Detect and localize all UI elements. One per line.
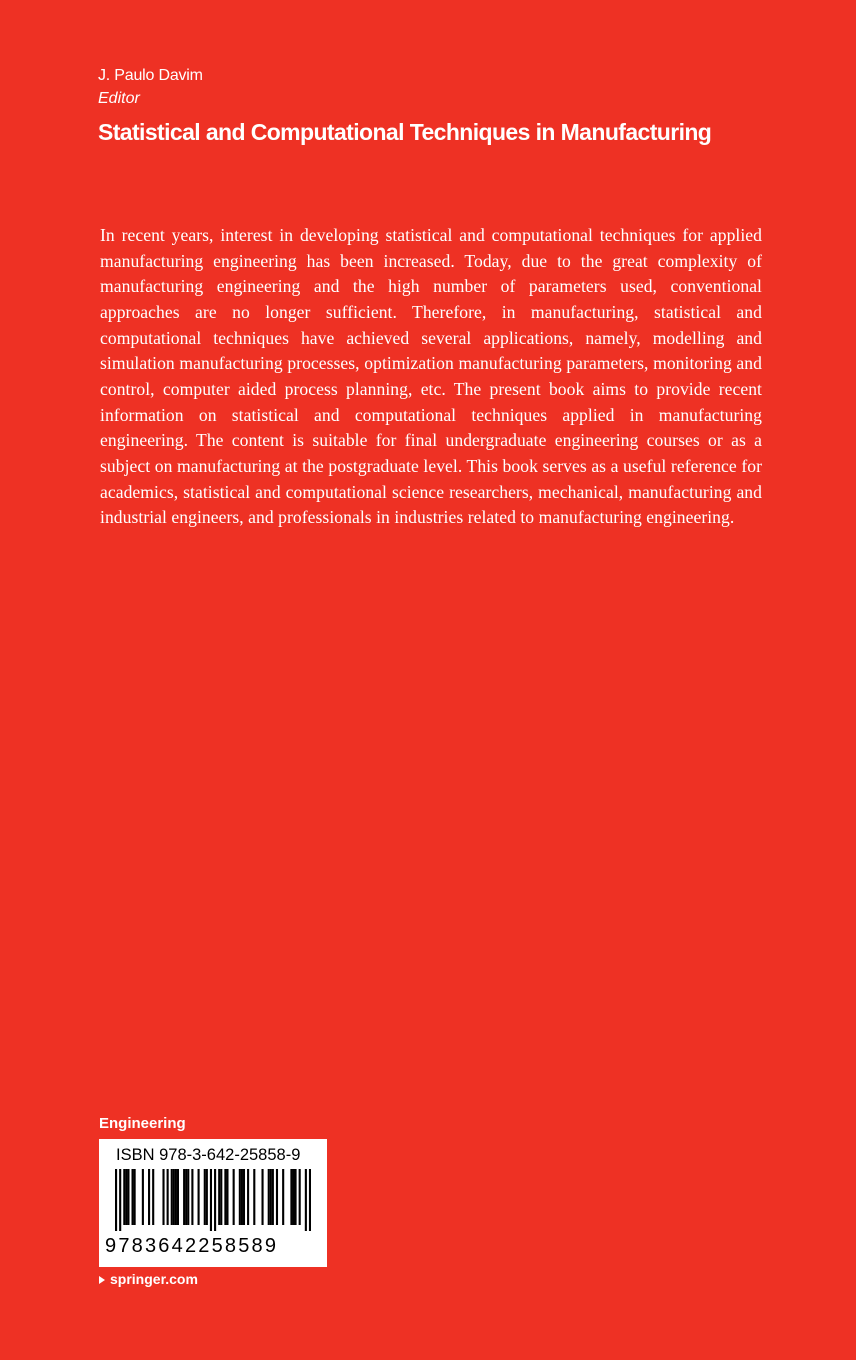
barcode-bar [134,1169,136,1225]
barcode-bar [214,1169,216,1231]
barcode-bar [167,1169,169,1225]
barcode-bar [191,1169,193,1225]
website-label: springer.com [110,1271,198,1287]
barcode-bar [239,1169,241,1225]
barcode-bar [127,1169,129,1225]
barcode-bar [183,1169,185,1225]
barcode-bar [243,1169,245,1225]
isbn-label: ISBN 978-3-642-25858-9 [116,1146,301,1164]
barcode-bar [268,1169,270,1225]
barcode-bar [299,1169,301,1225]
barcode-bar [253,1169,255,1225]
barcode-bar [282,1169,284,1225]
barcode-bar [224,1169,226,1225]
barcode-bar [218,1169,220,1225]
barcode-digits: 9783642258589 [105,1235,279,1257]
barcode-bar [152,1169,154,1225]
barcode-bar [226,1169,228,1225]
barcode-bar [290,1169,292,1225]
barcode-bar [247,1169,249,1225]
barcode-bar [233,1169,235,1225]
barcode-bar [162,1169,164,1225]
barcode-bar [294,1169,296,1225]
barcode-bar [305,1169,307,1231]
barcode-bar [185,1169,187,1225]
barcode-bar [241,1169,243,1225]
barcode-bar [132,1169,134,1225]
barcode-bar [125,1169,127,1225]
barcode-bar [115,1169,117,1231]
barcode-bar [206,1169,208,1225]
barcode-bar [220,1169,222,1225]
triangle-right-icon [99,1276,105,1284]
barcode-bar [148,1169,150,1225]
barcode-bar [292,1169,294,1225]
isbn-barcode [99,1139,327,1267]
barcode-bar [272,1169,274,1225]
barcode-bar [175,1169,177,1225]
barcode-bar [119,1169,121,1231]
barcode-bar [173,1169,175,1225]
publisher-website [99,1270,198,1288]
barcode-bar [270,1169,272,1225]
barcode-bar [171,1169,173,1225]
author-role: Editor [98,90,140,107]
barcode-bar [142,1169,144,1225]
barcode-bar [210,1169,212,1231]
barcode-bar [187,1169,189,1225]
barcode-bar [204,1169,206,1225]
book-description: In recent years, interest in developing statistical and computational techniques for applied manufacturing engineering has been increased. Today, due to the great complexity of manufacturing engineering and the high number of parameters used, conventional approaches are no longer sufficient. Therefore, in manufacturing, statistical and computational techniques have achieved several applications, namely, modelling and simulation manufacturing processes, optimization manufacturing parameters, monitoring and control, computer aided process planning, etc. The present book aims to provide recent information on statistical and computational techniques applied in manufacturing engineering. The content is suitable for final undergraduate engineering courses or as a subject on manufacturing at the postgraduate level. This book serves as a useful reference for academics, statistical and computational science researchers, mechanical, manufacturing and industrial engineers, and professionals in industries related to manufacturing engineering. [100,225,762,528]
barcode-bar [276,1169,278,1225]
barcode-bars [115,1169,311,1231]
barcode-bar [123,1169,125,1225]
barcode-bar [261,1169,263,1225]
barcode-bar [309,1169,311,1231]
barcode-bar [177,1169,179,1225]
book-title: Statistical and Computational Techniques in Manufacturing [98,119,712,145]
subject-category: Engineering [99,1115,186,1132]
author-name: J. Paulo Davim [98,67,203,84]
barcode-bar [198,1169,200,1225]
